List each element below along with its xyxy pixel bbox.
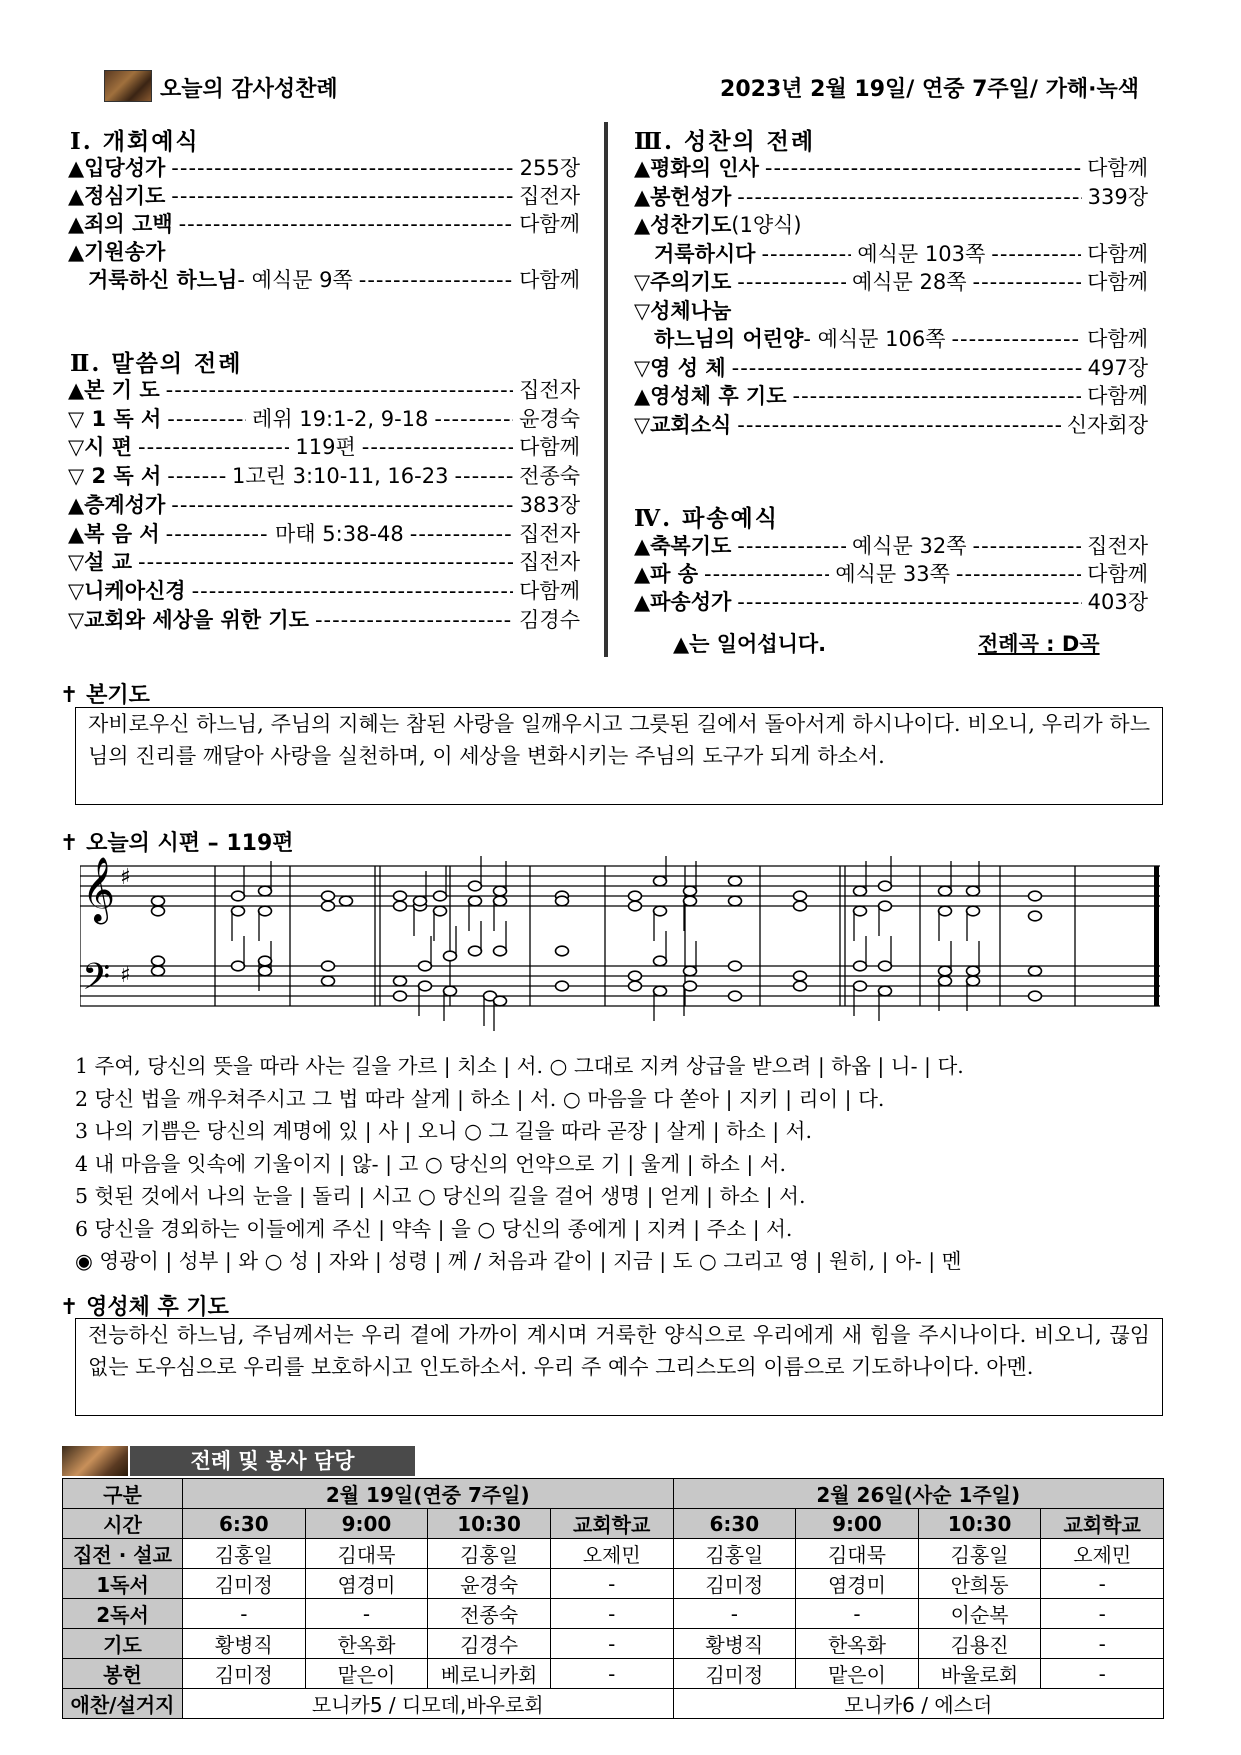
service-item-label: ▲영성체 후 기도 (634, 384, 787, 408)
duty-last-week1: 모니카5 / 디모데,바우로회 (183, 1689, 674, 1719)
duty-cell: 김홍일 (673, 1539, 796, 1569)
date-info: 2023년 2월 19일/ 연중 7주일/ 가해·녹색 (720, 77, 1139, 102)
duty-cell: 오제민 (550, 1539, 673, 1569)
post-communion-text: 전능하신 하느님, 주님께서는 우리 곁에 가까이 계시며 거룩한 양식으로 우리에게 새 힘을 주시나이다. 비오니, 끊임없는 도우심으로 우리를 보호하시고 인도하소서. 우리 주 예수 그리스도의 이름으로 기도하나이다. 아멘. (75, 1318, 1163, 1416)
service-item-label: ▲정심기도 (68, 184, 166, 208)
service-row (68, 432, 580, 462)
duty-cell: 김대묵 (796, 1539, 919, 1569)
psalm-verse: ◉ 영광이 | 성부 | 와 ○ 성 | 자와 | 성령 | 께 / 처음과 같이 | 지금 | 도 ○ 그리고 영 | 원히, | 아- | 멘 (75, 1249, 962, 1273)
service-item-label: ▲본 기 도 (68, 378, 160, 402)
duty-time: 9:00 (796, 1509, 919, 1539)
bass-clef-icon: 𝄢 (82, 956, 111, 1007)
section-word-title: Ⅱ. 말씀의 전례 (70, 350, 243, 377)
duty-cell: - (1041, 1599, 1164, 1629)
service-row (634, 296, 1148, 326)
psalm-verse: 5 헛된 것에서 나의 눈을 | 돌리 | 시고 ○ 당신의 길을 걸어 생명 | 얻게 | 하소 | 서. (75, 1184, 806, 1208)
service-item-leader: 255장 (519, 156, 580, 180)
service-item-leader: 다함께 (1087, 562, 1149, 586)
service-row (68, 519, 580, 549)
duty-role: 기도 (63, 1629, 183, 1659)
duty-time: 10:30 (428, 1509, 551, 1539)
duty-cell: 오제민 (1041, 1539, 1164, 1569)
duty-cell: 한옥화 (796, 1629, 919, 1659)
service-item-detail: 마태 5:38-48 (275, 521, 404, 546)
service-item-leader: 다함께 (1087, 270, 1149, 294)
service-item-label: 하느님의 어린양 (654, 327, 804, 351)
service-item-label: ▲층계성가 (68, 492, 166, 517)
duty-cell: 윤경숙 (428, 1569, 551, 1599)
duty-time: 9:00 (305, 1509, 428, 1539)
duty-time: 교회학교 (550, 1509, 673, 1539)
section-opening-title: Ⅰ. 개회예식 (70, 128, 200, 155)
service-item-label: ▲평화의 인사 (634, 156, 759, 180)
service-item-label: ▽주의기도 (634, 270, 732, 294)
service-item-leader: 전종숙 (519, 464, 581, 489)
duty-cell: - (550, 1599, 673, 1629)
duty-week2: 2월 26일(사순 1주일) (673, 1479, 1164, 1509)
duty-cell: 맡은이 (796, 1659, 919, 1689)
service-row (634, 353, 1148, 383)
service-item-leader: 다함께 (1087, 156, 1148, 180)
service-item-label: 거룩하신 하느님 (88, 268, 238, 292)
service-item-label: ▽ 1 독 서 (68, 406, 162, 431)
service-item-detail: 1고린 3:10-11, 16-23 (232, 464, 449, 489)
service-item-leader: 다함께 (519, 212, 580, 236)
service-row (68, 490, 580, 520)
service-item-detail: 예식문 33쪽 (835, 562, 950, 586)
service-item-leader: 다함께 (1087, 384, 1148, 408)
duty-cell: - (550, 1569, 673, 1599)
service-row (634, 531, 1148, 561)
service-item-label: ▲파 송 (634, 562, 699, 586)
service-item-label: ▲복 음 서 (68, 521, 160, 546)
table-row (63, 1599, 1164, 1629)
psalm-title: ✝ 오늘의 시편 – 119편 (60, 831, 294, 856)
duty-role: 1독서 (63, 1569, 183, 1599)
duty-time: 6:30 (183, 1509, 306, 1539)
standing-note: ▲는 일어섭니다. (673, 632, 827, 656)
service-item-detail: - 예식문 9쪽 (237, 268, 353, 292)
service-row (634, 559, 1148, 589)
service-item-label: ▲봉헌성가 (634, 184, 732, 209)
service-item-label: ▽설 교 (68, 550, 133, 575)
duty-cell: 황병직 (183, 1629, 306, 1659)
duty-cell: 바울로회 (918, 1659, 1041, 1689)
psalm-music-score (80, 856, 1170, 1031)
duty-cell: 전종숙 (428, 1599, 551, 1629)
duty-cell: - (1041, 1629, 1164, 1659)
service-item-leader: 다함께 (519, 578, 580, 603)
service-item-label: 거룩하시다 (654, 241, 756, 266)
table-row (63, 1659, 1164, 1689)
duty-cell: 김대묵 (305, 1539, 428, 1569)
duty-role: 집전 · 설교 (63, 1539, 183, 1569)
service-item-leader: 집전자 (519, 521, 580, 546)
service-item-leader: 집전자 (519, 550, 580, 575)
service-item-detail: 119편 (295, 435, 356, 460)
service-row (634, 210, 1148, 240)
duty-last-week2: 모니카6 / 에스더 (673, 1689, 1164, 1719)
duty-title: 전례 및 봉사 담당 (130, 1446, 415, 1476)
service-item-label: ▲죄의 고백 (68, 212, 173, 236)
service-row (68, 461, 580, 491)
service-item-leader: 윤경숙 (519, 406, 580, 431)
duty-cell: 김용진 (918, 1629, 1041, 1659)
service-item-leader: 497장 (1087, 355, 1148, 380)
service-row (634, 587, 1148, 617)
service-item-detail: (1양식) (731, 213, 802, 237)
service-row (634, 182, 1148, 212)
duty-week1: 2월 19일(연중 7주일) (183, 1479, 674, 1509)
service-row (68, 237, 580, 267)
duty-cell: 안희동 (918, 1569, 1041, 1599)
duty-cell: 김미정 (183, 1569, 306, 1599)
service-item-leader: 다함께 (519, 435, 580, 460)
service-item-leader: 다함께 (519, 268, 580, 292)
collect-text: 자비로우신 하느님, 주님의 지혜는 참된 사랑을 일깨우시고 그릇된 길에서 돌아서게 하시나이다. 비오니, 우리가 하느님의 진리를 깨달아 사랑을 실천하며, 이 세상을 변화시키는 주님의 도구가 되게 하소서. (75, 707, 1163, 805)
service-row (634, 410, 1148, 440)
duty-cell: 염경미 (305, 1569, 428, 1599)
treble-clef-icon: 𝄞 (82, 857, 116, 922)
service-item-leader: 383장 (519, 492, 580, 517)
table-row (63, 1629, 1164, 1659)
service-item-label: ▲성찬기도 (634, 213, 732, 237)
psalm-verse: 1 주여, 당신의 뜻을 따라 사는 길을 가르 | 치소 | 서. ○ 그대로 지켜 상급을 받으려 | 하옵 | 니- | 다. (75, 1054, 964, 1078)
service-row (68, 265, 580, 295)
service-item-detail: - 예식문 106쪽 (803, 327, 946, 351)
service-item-leader: 403장 (1087, 590, 1148, 614)
service-item-label: ▽교회소식 (634, 412, 732, 437)
service-item-leader: 집전자 (519, 184, 580, 208)
duty-cell: - (673, 1599, 796, 1629)
service-row (68, 404, 580, 434)
duty-table (62, 1478, 1164, 1719)
service-row (634, 381, 1148, 411)
service-item-detail: 레위 19:1-2, 9-18 (252, 406, 429, 431)
service-item-label: ▲입당성가 (68, 156, 166, 180)
duty-cell: 김홍일 (918, 1539, 1041, 1569)
header-image (104, 70, 152, 102)
duty-col-group-label: 구분 (63, 1479, 183, 1509)
service-item-leader: 집전자 (519, 378, 580, 402)
duty-role: 봉헌 (63, 1659, 183, 1689)
section-eucharist-title: Ⅲ. 성찬의 전례 (634, 128, 816, 155)
duty-cell: - (1041, 1569, 1164, 1599)
service-row (634, 153, 1148, 183)
service-item-leader: 김경수 (519, 607, 580, 632)
service-row (68, 181, 580, 211)
service-item-detail: 예식문 28쪽 (851, 270, 967, 294)
duty-time: 10:30 (918, 1509, 1041, 1539)
psalm-verse: 2 당신 법을 깨우쳐주시고 그 법 따라 살게 | 하소 | 서. ○ 마음을 다 쏟아 | 지키 | 리이 | 다. (75, 1086, 885, 1111)
duty-cell: 김경수 (428, 1629, 551, 1659)
service-item-label: ▲파송성가 (634, 590, 732, 614)
duty-cell: 베로니카회 (428, 1659, 551, 1689)
column-divider (604, 122, 608, 657)
service-item-label: ▽니케아신경 (68, 578, 186, 603)
duty-cell: 이순복 (918, 1599, 1041, 1629)
service-item-detail: 예식문 103쪽 (857, 241, 986, 266)
service-item-detail: 예식문 32쪽 (851, 534, 967, 558)
service-item-leader: 다함께 (1087, 241, 1149, 266)
service-item-label: ▽시 편 (68, 435, 133, 460)
service-item-label: ▽교회와 세상을 위한 기도 (68, 607, 309, 632)
liturgy-tune: 전례곡 : D곡 (978, 632, 1100, 656)
service-item-leader: 339장 (1087, 184, 1148, 209)
service-row (68, 375, 580, 405)
service-row (634, 239, 1148, 269)
service-row (634, 324, 1148, 354)
psalm-verse: 4 내 마음을 잇속에 기울이지 | 않- | 고 ○ 당신의 언약으로 기 | 울게 | 하소 | 서. (75, 1151, 787, 1176)
service-item-label: ▽ 2 독 서 (68, 464, 162, 489)
duty-cell: - (305, 1599, 428, 1629)
duty-cell: - (796, 1599, 919, 1629)
duty-cell: 김홍일 (183, 1539, 306, 1569)
service-item-leader: 신자회장 (1066, 412, 1148, 437)
collect-title: ✝ 본기도 (60, 683, 150, 708)
duty-last-label: 애찬/설거지 (63, 1689, 183, 1719)
section-dismissal-title: Ⅳ. 파송예식 (634, 505, 779, 532)
duty-cell: - (550, 1659, 673, 1689)
table-row (63, 1539, 1164, 1569)
table-row (63, 1569, 1164, 1599)
duty-cell: 김미정 (183, 1659, 306, 1689)
key-sharp-icon: ♯ (120, 963, 131, 988)
duty-cell: - (1041, 1659, 1164, 1689)
service-item-label: ▲기원송가 (68, 240, 166, 264)
duty-cell: 맡은이 (305, 1659, 428, 1689)
duty-header-image (62, 1446, 128, 1476)
service-row (634, 267, 1148, 297)
duty-time: 6:30 (673, 1509, 796, 1539)
duty-role: 2독서 (63, 1599, 183, 1629)
service-item-label: ▽성체나눔 (634, 298, 732, 323)
post-communion-title: ✝ 영성체 후 기도 (60, 1295, 229, 1320)
duty-time-label: 시간 (63, 1509, 183, 1539)
service-item-label: ▲축복기도 (634, 534, 732, 558)
service-row (68, 605, 580, 635)
service-row (68, 547, 580, 577)
service-row (68, 153, 580, 183)
page-title: 오늘의 감사성찬례 (160, 77, 338, 102)
duty-time: 교회학교 (1041, 1509, 1164, 1539)
psalm-verse: 6 당신을 경외하는 이들에게 주신 | 약속 | 을 ○ 당신의 종에게 | 지켜 | 주소 | 서. (75, 1216, 793, 1241)
key-sharp-icon: ♯ (120, 865, 131, 890)
service-item-leader: 집전자 (1087, 534, 1149, 558)
service-row (68, 209, 580, 239)
psalm-verse: 3 나의 기쁨은 당신의 계명에 있 | 사 | 오니 ○ 그 길을 따라 곧장 | 살게 | 하소 | 서. (75, 1119, 812, 1143)
duty-cell: 김미정 (673, 1659, 796, 1689)
duty-cell: - (183, 1599, 306, 1629)
service-item-label: ▽영 성 체 (634, 355, 726, 380)
duty-cell: 김미정 (673, 1569, 796, 1599)
duty-cell: 염경미 (796, 1569, 919, 1599)
duty-cell: 황병직 (673, 1629, 796, 1659)
service-row (68, 576, 580, 606)
service-item-leader: 다함께 (1087, 327, 1148, 351)
duty-cell: - (550, 1629, 673, 1659)
duty-cell: 한옥화 (305, 1629, 428, 1659)
duty-cell: 김홍일 (428, 1539, 551, 1569)
